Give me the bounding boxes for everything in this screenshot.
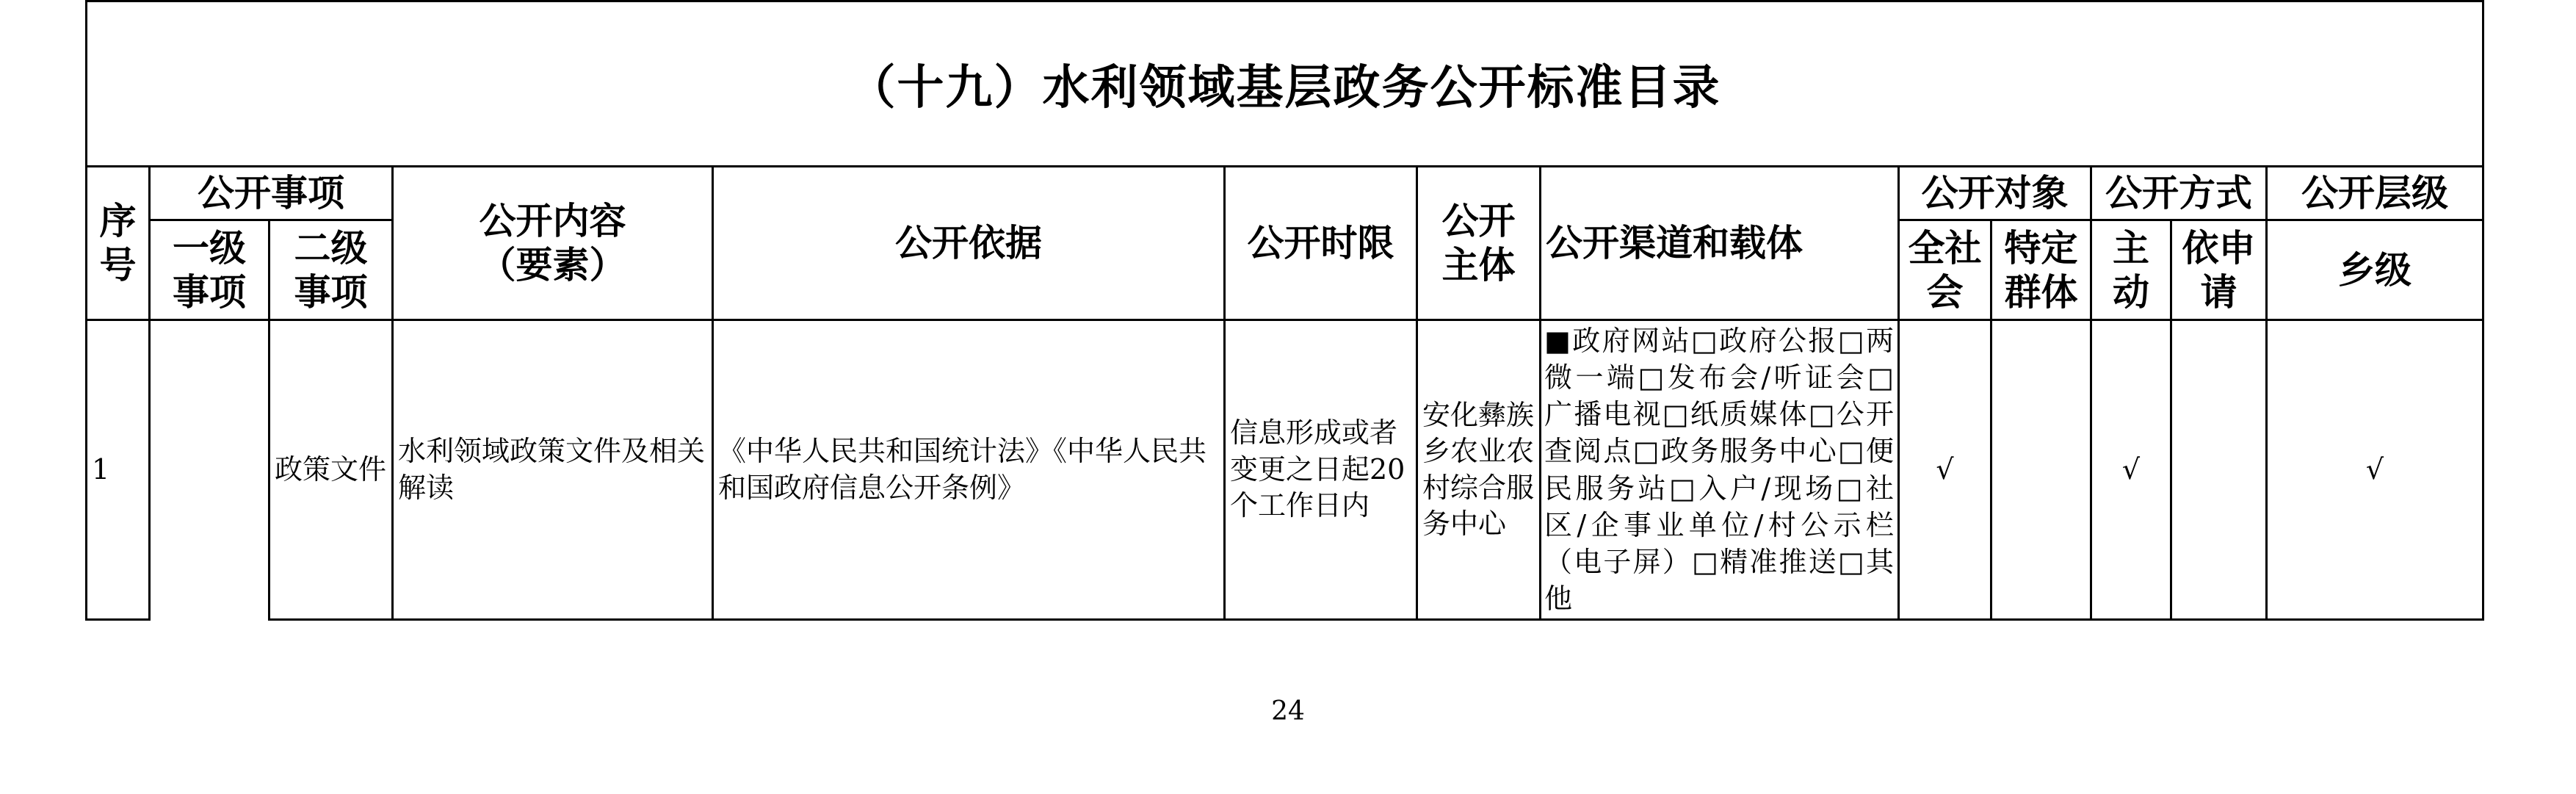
header-matter-l2 (269, 220, 393, 320)
table-row (87, 320, 2483, 620)
header-target: 公开对象 (1899, 167, 2091, 220)
cell-target-group (1991, 320, 2091, 620)
cell-time-limit: 信息形成或者变更之日起20个工作日内 (1225, 320, 1417, 620)
header-matter-l1-label: 一级事项 (173, 225, 246, 314)
header-content-label: 公开内容（要素） (479, 199, 626, 286)
cell-method-active: √ (2091, 320, 2171, 620)
cell-subject: 安化彝族乡农业农村综合服务中心 (1417, 320, 1541, 620)
cell-target-all: √ (1899, 320, 1991, 620)
cell-level-town: √ (2267, 320, 2483, 620)
cell-level1 (150, 320, 269, 620)
header-seq (87, 167, 150, 320)
catalog-table (85, 0, 2484, 621)
header-matter: 公开事项 (150, 167, 393, 220)
header-method-apply (2171, 220, 2267, 320)
document-page (85, 0, 2482, 621)
header-target-all (1899, 220, 1991, 320)
cell-basis: 《中华人民共和国统计法》《中华人民共和国政府信息公开条例》 (713, 320, 1225, 620)
cell-seq: 1 (87, 320, 150, 620)
page-number: 24 (1271, 696, 1305, 726)
header-channel: 公开渠道和载体 (1541, 167, 1899, 320)
header-method: 公开方式 (2091, 167, 2267, 220)
header-subject-label: 公开主体 (1441, 199, 1516, 286)
header-subject (1417, 167, 1541, 320)
cell-channel: ■政府网站□政府公报□两微一端□发布会/听证会□广播电视□纸质媒体□公开查阅点□政务服务中心□便民服务站□入户/现场□社区/企事业单位/村公示栏（电子屏）□精准推送□其他 (1541, 320, 1899, 620)
header-time-limit: 公开时限 (1225, 167, 1417, 320)
header-level-town: 乡级 (2267, 220, 2483, 320)
header-target-group-label: 特定群体 (2004, 225, 2078, 314)
header-target-all-label: 全社会 (1908, 225, 1982, 314)
header-matter-l1 (150, 220, 269, 320)
cell-content: 水利领域政策文件及相关解读 (393, 320, 713, 620)
header-target-group (1991, 220, 2091, 320)
header-seq-label: 序号 (99, 199, 137, 286)
table-title: （十九）水利领域基层政务公开标准目录 (87, 1, 2483, 167)
header-method-active (2091, 220, 2171, 320)
header-basis: 公开依据 (713, 167, 1225, 320)
cell-level2: 政策文件 (269, 320, 393, 620)
header-method-active-label: 主动 (2113, 225, 2149, 314)
header-method-apply-label: 依申请 (2182, 225, 2256, 314)
header-level: 公开层级 (2267, 167, 2483, 220)
header-content (393, 167, 713, 320)
cell-method-apply (2171, 320, 2267, 620)
header-matter-l2-label: 二级事项 (294, 225, 368, 314)
